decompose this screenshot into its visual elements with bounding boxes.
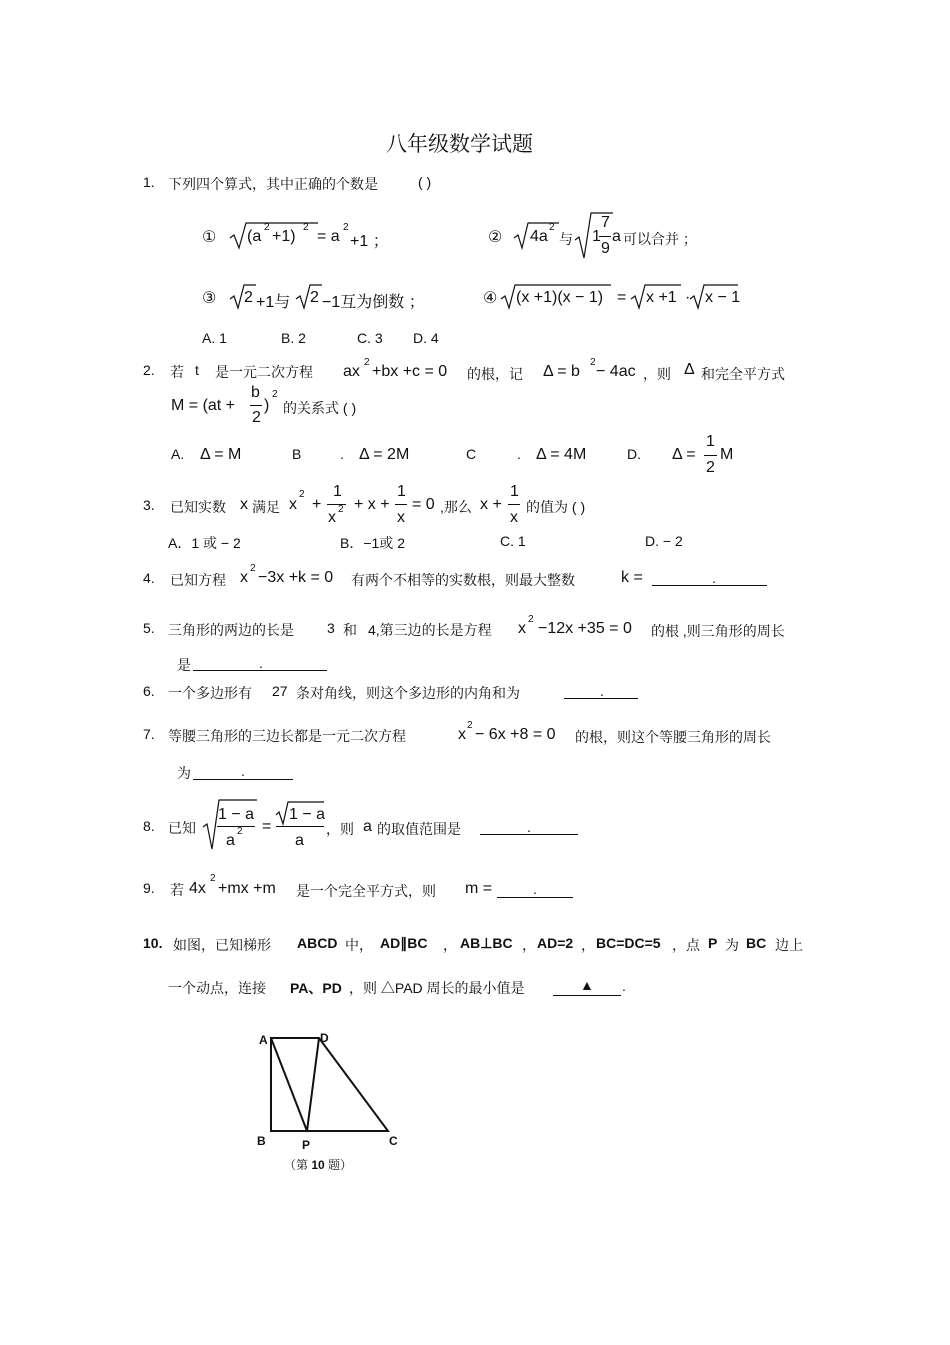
expr-text: 2 xyxy=(244,289,253,306)
stem-text: 27 xyxy=(272,683,288,699)
expr-text: 与 xyxy=(559,231,573,247)
fraction-numerator: 1 − a xyxy=(218,806,255,823)
stem-text: 中， xyxy=(345,937,373,953)
stem-text: BC=DC=5 xyxy=(596,935,661,951)
stem-text: 已知方程 xyxy=(170,572,226,588)
answer-blank[interactable] xyxy=(193,779,293,780)
expr-text: −1互为倒数 ； xyxy=(322,294,425,311)
exponent: 2 xyxy=(272,389,278,400)
vertex-label-b: B xyxy=(257,1134,266,1148)
expr-text: +1 ； xyxy=(350,233,389,250)
expr-text: x xyxy=(289,496,297,513)
caption-text: （第 xyxy=(284,1158,312,1172)
option-d: D. 4 xyxy=(413,330,439,346)
exponent: 2 xyxy=(467,720,473,731)
expr-text: Δ = b xyxy=(543,363,580,380)
option-d-expr: M xyxy=(720,446,734,463)
stem-text: 和完全平方式 xyxy=(701,366,785,382)
exponent: 2 xyxy=(549,222,555,233)
expr-text: x − 1 xyxy=(705,289,741,306)
stem-text: 的取值范围是 xyxy=(377,821,461,837)
stem-text: 为 xyxy=(725,937,739,953)
fraction-bar xyxy=(508,504,520,505)
answer-blank[interactable] xyxy=(652,585,767,586)
expr-text: = xyxy=(617,289,627,306)
expr-text: 4a xyxy=(530,228,548,245)
answer-paren: ( ) xyxy=(418,174,432,190)
fraction-numerator: b xyxy=(251,384,260,401)
fraction-denominator: 2 xyxy=(252,409,261,426)
question-number: 1. xyxy=(143,174,155,190)
stem-text: 的根，记 xyxy=(467,366,523,382)
stem-text: 是 xyxy=(177,657,191,673)
blank-dot: . xyxy=(622,978,626,994)
exponent: 2 xyxy=(237,826,243,837)
stem-text: t xyxy=(195,362,199,378)
question-number: 3. xyxy=(143,497,155,513)
stem-text: 有两个不相等的实数根，则最大整数 xyxy=(351,572,575,588)
fraction-numerator: 1 xyxy=(333,483,342,500)
expr-text: m = xyxy=(465,880,493,897)
stem-text: ，则 xyxy=(326,821,354,837)
vertex-label-p: P xyxy=(302,1138,311,1152)
expr-text: ax xyxy=(343,363,360,380)
expr-text: + x + xyxy=(354,496,390,513)
fraction-bar xyxy=(599,236,611,237)
exponent: 2 xyxy=(590,357,596,368)
expr-text: 4x xyxy=(189,880,206,897)
stem-text: AB⊥BC xyxy=(460,935,513,951)
item-marker: ② xyxy=(488,229,503,246)
stem-text: 一个动点，连接 xyxy=(168,980,266,996)
stem-text: 条对角线，则这个多边形的内角和为 xyxy=(296,685,520,701)
blank-dot: . xyxy=(241,763,245,779)
expr-text: x xyxy=(518,620,526,637)
question-number: 7. xyxy=(143,726,155,742)
option-c: C xyxy=(466,446,477,462)
expr-text: (x +1)(x − 1) xyxy=(516,289,604,306)
option-c: C. 3 xyxy=(357,330,383,346)
expr-text: · xyxy=(685,289,691,306)
expr-text: − 4ac xyxy=(596,363,636,380)
exponent: 2 xyxy=(264,222,270,233)
stem-text: ， xyxy=(522,937,536,953)
stem-text: 的根 ,则三角形的周长 xyxy=(651,623,785,639)
option-b: B. 2 xyxy=(281,330,306,346)
expr-text: x xyxy=(458,726,466,743)
stem-text: 已知 xyxy=(168,820,196,836)
stem-text: 为 xyxy=(177,765,191,781)
expr-text: ) xyxy=(264,397,270,414)
option-c: C. 1 xyxy=(500,533,526,549)
expr-text: x + xyxy=(480,496,502,513)
option-b: B．−1或 2 xyxy=(340,535,405,551)
expr-text: a xyxy=(612,228,621,245)
expr-text: (a xyxy=(247,228,262,245)
expr-text: 1 xyxy=(592,228,601,245)
fraction-denominator: a xyxy=(226,832,235,849)
exponent: 2 xyxy=(364,357,370,368)
expr-text: 可以合并 ； xyxy=(623,231,697,247)
answer-blank[interactable] xyxy=(497,897,573,898)
fraction-bar xyxy=(704,455,717,456)
stem-text: AD=2 xyxy=(537,935,574,951)
triangle-marker: ▲ xyxy=(580,977,594,993)
item-marker: ④ xyxy=(483,290,498,307)
blank-dot: . xyxy=(600,683,604,699)
expr-text: − 6x +8 = 0 xyxy=(475,726,556,743)
item-marker: ① xyxy=(202,229,217,246)
expr-text: k = xyxy=(621,569,643,586)
stem-text: 的值为 ( ) xyxy=(526,499,586,515)
question-stem: 下列四个算式，其中正确的个数是 xyxy=(168,176,378,192)
expr-text: M = (at + xyxy=(171,397,236,414)
exponent: 2 xyxy=(338,504,344,515)
stem-text: 如图，已知梯形 xyxy=(173,937,271,953)
expr-text: +1) xyxy=(272,228,296,245)
stem-text: 4,第三边的长是方程 xyxy=(368,622,492,638)
stem-text: 的根，则这个等腰三角形的周长 xyxy=(575,729,771,745)
fraction-denominator: x xyxy=(397,509,405,526)
stem-text: 已知实数 xyxy=(170,499,226,515)
stem-text: ABCD xyxy=(297,935,338,951)
vertex-label-a: A xyxy=(259,1033,268,1047)
stem-text: 满足 xyxy=(252,499,280,515)
stem-text: ， xyxy=(443,937,457,953)
option-d: D. xyxy=(627,446,641,462)
fraction-bar xyxy=(217,826,255,827)
stem-text: 的关系式 ( ) xyxy=(283,400,357,416)
stem-text: 和 xyxy=(343,622,357,638)
option-c-dot: . xyxy=(517,446,521,462)
figure-caption xyxy=(284,1156,352,1173)
stem-text: 边上 xyxy=(775,937,803,953)
question-number: 4. xyxy=(143,570,155,586)
trapezoid-figure xyxy=(255,1030,405,1145)
option-d-expr: Δ = xyxy=(672,446,696,463)
stem-text: P xyxy=(708,935,718,951)
expr-text: = a xyxy=(317,228,340,245)
stem-text: ，点 xyxy=(672,937,700,953)
option-a: A. 1 xyxy=(202,330,227,346)
stem-text: ， xyxy=(581,937,595,953)
question-number: 10. xyxy=(143,935,163,951)
option-b-dot: . xyxy=(340,446,344,462)
option-a: A. xyxy=(171,446,185,462)
question-number: 8. xyxy=(143,818,155,834)
expr-text: +mx +m xyxy=(218,880,276,897)
exponent: 2 xyxy=(210,873,216,884)
expr-text: Δ xyxy=(684,361,695,378)
stem-text: BC xyxy=(746,935,767,951)
fraction-bar xyxy=(276,826,324,827)
expr-text: +bx +c = 0 xyxy=(372,363,448,380)
vertex-label-c: C xyxy=(389,1134,398,1148)
answer-blank[interactable] xyxy=(553,995,621,996)
stem-text: ，则 xyxy=(643,366,671,382)
fraction-denominator: 9 xyxy=(601,240,610,257)
fraction-numerator: 1 − a xyxy=(289,806,326,823)
option-d: D. − 2 xyxy=(645,533,683,549)
expr-text: x +1 xyxy=(646,289,677,306)
stem-text: 若 xyxy=(170,364,184,380)
question-number: 5. xyxy=(143,620,155,636)
fraction-bar xyxy=(250,405,262,406)
fraction-denominator: 2 xyxy=(706,459,715,476)
stem-text: 3 xyxy=(327,620,335,636)
fraction-numerator: 7 xyxy=(601,214,610,231)
exponent: 2 xyxy=(343,222,349,233)
question-number: 9. xyxy=(143,880,155,896)
fraction-bar xyxy=(395,504,407,505)
caption-text: 题） xyxy=(324,1158,353,1172)
expr-text: = xyxy=(262,818,272,835)
caption-number: 10 xyxy=(311,1158,325,1172)
question-number: 2. xyxy=(143,362,155,378)
option-a-expr: Δ = M xyxy=(200,446,242,463)
expr-text: +1与 xyxy=(256,294,291,311)
stem-text: 一个多边形有 xyxy=(168,685,252,701)
fraction-numerator: 1 xyxy=(510,483,519,500)
stem-text: ,那么 xyxy=(440,499,472,515)
blank-dot: . xyxy=(533,881,537,897)
expr-text: −12x +35 = 0 xyxy=(538,620,632,637)
stem-text: 若 xyxy=(170,882,184,898)
exponent: 2 xyxy=(303,222,309,233)
blank-dot: . xyxy=(712,570,716,586)
expr-text: = 0 xyxy=(412,496,435,513)
fraction-denominator: a xyxy=(295,832,304,849)
exponent: 2 xyxy=(250,563,256,574)
fraction-denominator: x xyxy=(510,509,518,526)
option-a: A．1 或 − 2 xyxy=(168,535,241,551)
stem-text: 等腰三角形的三边长都是一元二次方程 xyxy=(168,728,406,744)
vertex-label-d: D xyxy=(320,1031,329,1045)
stem-text: 是一个完全平方式，则 xyxy=(296,883,436,899)
question-number: 6. xyxy=(143,683,155,699)
expr-text: x xyxy=(240,569,248,586)
fraction-numerator: 1 xyxy=(706,433,715,450)
expr-text: x xyxy=(240,496,248,513)
stem-text: AD∥BC xyxy=(380,935,428,951)
blank-dot: . xyxy=(259,655,263,671)
exponent: 2 xyxy=(299,489,305,500)
expr-text: 2 xyxy=(310,289,319,306)
item-marker: ③ xyxy=(202,290,217,307)
stem-text: 是一元二次方程 xyxy=(215,364,313,380)
option-b: B xyxy=(292,446,302,462)
stem-text: ，则 △PAD 周长的最小值是 xyxy=(349,980,525,996)
fraction-denominator: x xyxy=(328,509,336,526)
blank-dot: . xyxy=(527,819,531,835)
page-title: 八年级数学试题 xyxy=(386,132,533,156)
expr-text: + xyxy=(312,496,322,513)
stem-text: PA、PD xyxy=(290,980,342,996)
expr-text: a xyxy=(363,818,372,835)
stem-text: 三角形的两边的长是 xyxy=(168,622,294,638)
option-c-expr: Δ = 4M xyxy=(536,446,587,463)
fraction-numerator: 1 xyxy=(397,483,406,500)
exponent: 2 xyxy=(528,614,534,625)
option-b-expr: Δ = 2M xyxy=(359,446,410,463)
expr-text: −3x +k = 0 xyxy=(258,569,334,586)
